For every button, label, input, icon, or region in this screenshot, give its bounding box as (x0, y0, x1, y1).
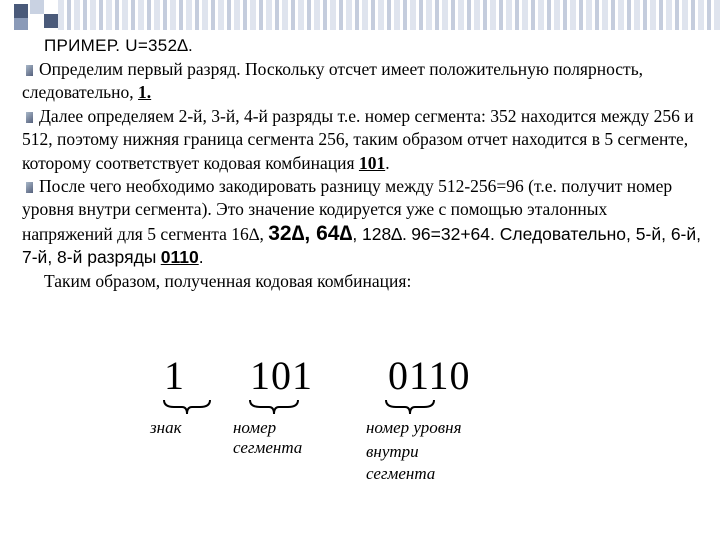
slide-content (22, 36, 702, 293)
caption-segment-line2: сегмента (233, 438, 303, 457)
caption-level-line1: номер уровня (366, 418, 462, 437)
segment-code: 101 (358, 152, 386, 173)
deco-square (58, 0, 720, 30)
bullet-icon (26, 65, 33, 76)
code-level: 0110 (388, 353, 471, 398)
caption-level-line3: сегмента (366, 464, 436, 483)
paragraph-3-end: . (198, 247, 204, 268)
code-segment: 101 (250, 353, 313, 398)
paragraph-3-text: После чего необходимо закодировать разницу между 512-256=96 (т.е. получит номер уровня внутри сегмента). Это значение кодируется уже с помощью эталонных напряжений для 5 сегмента 16∆, (22, 176, 673, 244)
level-code: 0110 (160, 247, 199, 268)
brace-icon (248, 398, 300, 416)
bullet-icon (26, 112, 33, 123)
code-sign-bit: 1 (164, 353, 185, 398)
bullet-icon (26, 182, 33, 193)
conclusion-text: Таким образом, полученная кодовая комбинация: (44, 270, 412, 291)
caption-level-line2: внутри (366, 442, 419, 461)
paragraph-2 (22, 105, 702, 175)
caption-segment-line1: номер (233, 418, 277, 437)
reference-voltage-128: , 128∆. (352, 223, 407, 244)
sign-bit-value: 1. (138, 82, 152, 103)
paragraph-3 (22, 175, 702, 270)
paragraph-2-end: . (385, 152, 390, 173)
deco-square (44, 14, 58, 28)
paragraph-3-conclusion: 96=32+64. Следовательно, 5-й, 6-й, 7-й, 8-й разряды (22, 223, 702, 268)
brace-icon (384, 398, 436, 416)
deco-square (30, 0, 44, 14)
slide-title: ПРИМЕР. U=352∆. (44, 36, 194, 55)
paragraph-1-text: Определим первый разряд. Поскольку отсчет имеет положительную полярность, следовательно, (22, 59, 644, 103)
brace-icon (162, 398, 212, 416)
deco-square (14, 18, 28, 30)
deco-square (14, 4, 28, 18)
paragraph-2-text: Далее определяем 2-й, 3-й, 4-й разряды т.е. номер сегмента: 352 находится между 256 и 512, поэтому нижняя граница сегмента 256, таким образом отчет находится в 5 сегменте, которому соответствует кодовая комбинация (22, 105, 694, 173)
header-decoration (0, 0, 720, 30)
paragraph-1 (22, 58, 702, 105)
reference-voltages-highlight: 32∆, 64∆ (268, 221, 353, 245)
caption-sign: знак (150, 418, 182, 437)
